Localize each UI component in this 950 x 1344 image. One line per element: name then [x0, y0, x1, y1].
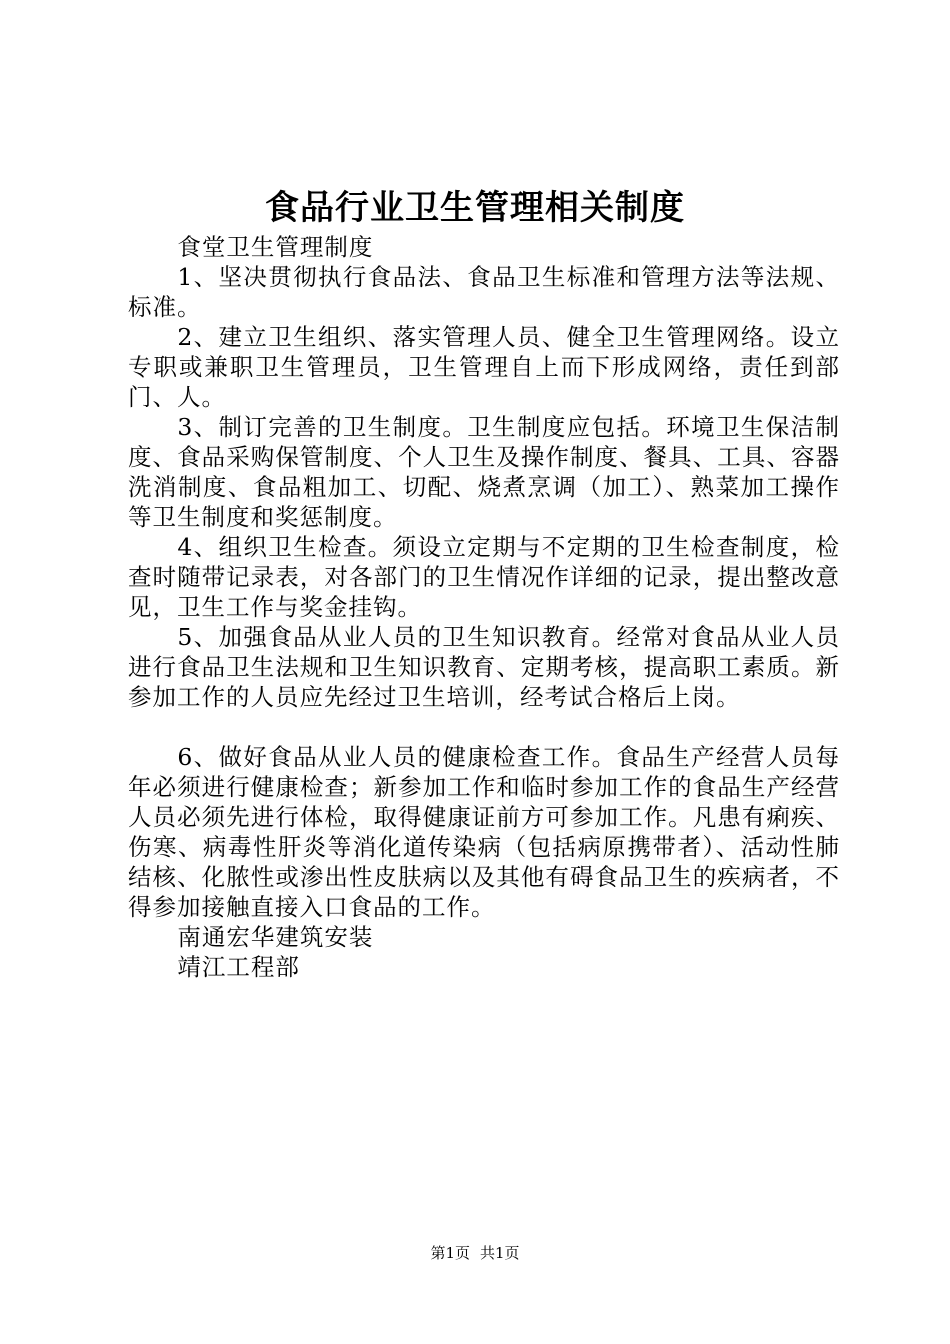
rule-paragraph-2: 2、建立卫生组织、落实管理人员、健全卫生管理网络。设立专职或兼职卫生管理员，卫生管理自上而下形成网络，责任到部门、人。 [128, 323, 840, 411]
page-footer [0, 1242, 950, 1264]
rule-paragraph-4: 4、组织卫生检查。须设立定期与不定期的卫生检查制度，检查时随带记录表，对各部门的卫生情况作详细的记录，提出整改意见，卫生工作与奖金挂钩。 [128, 533, 840, 621]
signature-department: 靖江工程部 [177, 953, 300, 981]
document-title: 食品行业卫生管理相关制度 [265, 188, 685, 228]
page-number: 第1页 [430, 1244, 470, 1262]
page-total: 共1页 [480, 1244, 520, 1262]
document-body [128, 232, 840, 982]
section-heading: 食堂卫生管理制度 [177, 233, 374, 261]
rule-paragraph-3: 3、制订完善的卫生制度。卫生制度应包括。环境卫生保洁制度、食品采购保管制度、个人卫生及操作制度、餐具、工具、容器洗消制度、食品粗加工、切配、烧煮烹调（加工）、熟菜加工操作等卫生制度和奖惩制度。 [128, 413, 840, 531]
signature-company: 南通宏华建筑安装 [177, 923, 374, 951]
rule-paragraph-5: 5、加强食品从业人员的卫生知识教育。经常对食品从业人员进行食品卫生法规和卫生知识教育、定期考核，提高职工素质。新参加工作的人员应先经过卫生培训，经考试合格后上岗。 [128, 623, 840, 711]
rule-paragraph-6: 6、做好食品从业人员的健康检查工作。食品生产经营人员每年必须进行健康检查；新参加工作和临时参加工作的食品生产经营人员必须先进行体检，取得健康证前方可参加工作。凡患有痢疾、伤寒、病毒性肝炎等消化道传染病（包括病原携带者）、活动性肺结核、化脓性或渗出性皮肤病以及其他有碍食品卫生的疾病者，不得参加接触直接入口食品的工作。 [128, 743, 840, 921]
rule-paragraph-1: 1、坚决贯彻执行食品法、食品卫生标准和管理方法等法规、标准。 [128, 263, 840, 321]
